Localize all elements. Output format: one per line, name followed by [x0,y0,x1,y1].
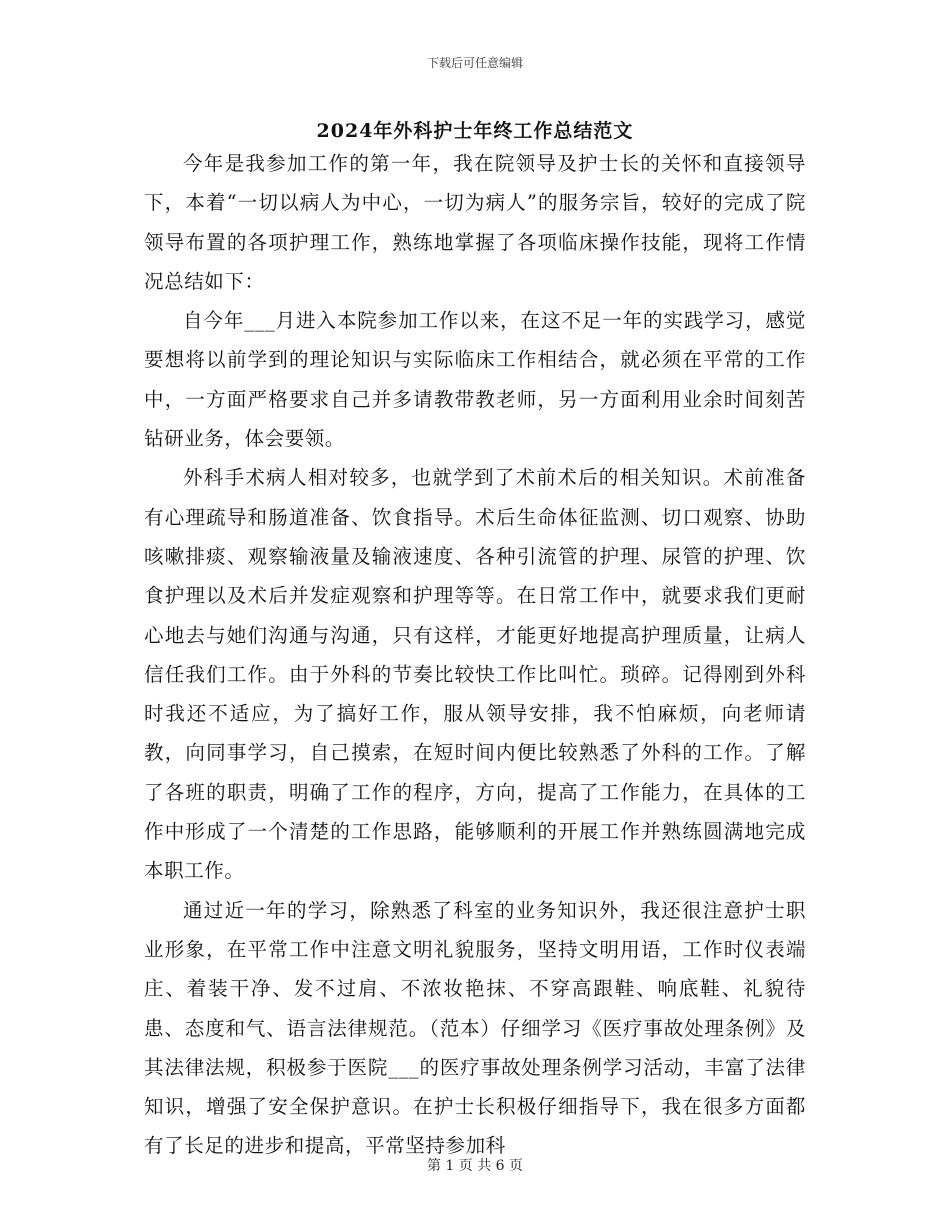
page-header-note: 下载后可任意编辑 [426,56,523,70]
body-paragraph: 今年是我参加工作的第一年，我在院领导及护士长的关怀和直接领导下，本着“一切以病人为中心，一切为病人”的服务宗旨，较好的完成了院领导布置的各项护理工作，熟练地掌握了各项临床操作技能，现将工作情况总结如下： [144,152,806,293]
document-title: 2024年外科护士年终工作总结范文 [316,120,634,142]
body-paragraph: 外科手术病人相对较多，也就学到了术前术后的相关知识。术前准备有心理疏导和肠道准备、饮食指导。术后生命体征监测、切口观察、协助咳嗽排痰、观察输液量及输液速度、各种引流管的护理、尿管的护理、饮食护理以及术后并发症观察和护理等等。在日常工作中，就要求我们更耐心地去与她们沟通与沟通，只有这样，才能更好地提高护理质量，让病人信任我们工作。由于外科的节奏比较快工作比叫忙。琐碎。记得刚到外科时我还不适应，为了搞好工作，服从领导安排，我不怕麻烦，向老师请教，向同事学习，自己摸索，在短时间内便比较熟悉了外科的工作。了解了各班的职责，明确了工作的程序，方向，提高了工作能力，在具体的工作中形成了一个清楚的工作思路，能够顺利的开展工作并熟练圆满地完成本职工作。 [144,466,806,883]
document-body [144,144,806,1166]
body-paragraph: 通过近一年的学习，除熟悉了科室的业务知识外，我还很注意护士职业形象，在平常工作中注意文明礼貌服务，坚持文明用语，工作时仪表端庄、着装干净、发不过肩、不浓妆艳抹、不穿高跟鞋、响底鞋、礼貌待患、态度和气、语言法律规范。（范本）仔细学习《医疗事故处理条例》及其法律法规，积极参于医院___的医疗事故处理条例学习活动，丰富了法律知识，增强了安全保护意识。在护士长积极仔细指导下，我在很多方面都有了长足的进步和提高，平常坚持参加科 [144,898,806,1158]
page-number: 第 1 页 共 6 页 [426,1158,524,1174]
body-paragraph: 自今年___月进入本院参加工作以来，在这不足一年的实践学习，感觉要想将以前学到的理论知识与实际临床工作相结合，就必须在平常的工作中，一方面严格要求自己并多请教带教老师，另一方面利用业余时间刻苦钻研业务，体会要领。 [144,309,806,451]
